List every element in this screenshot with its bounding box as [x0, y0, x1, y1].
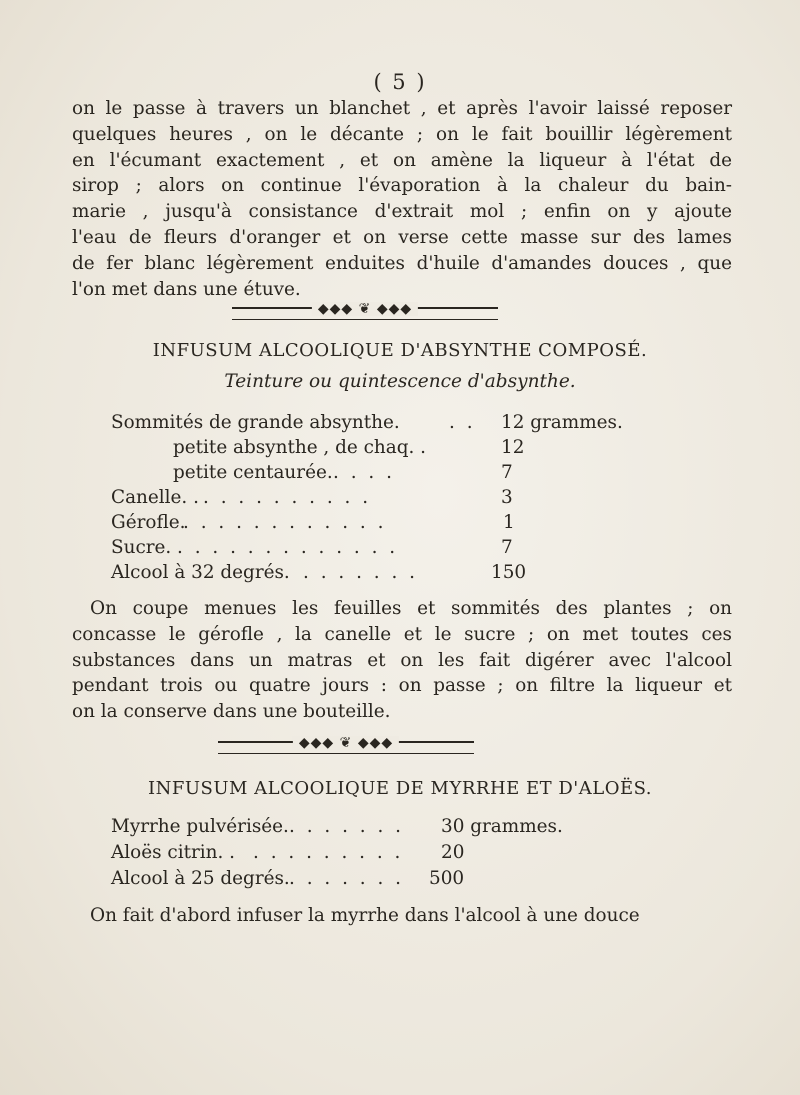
ingredient-name: Canelle. . [111, 487, 199, 508]
leader-dots: . . . . . . . . . . . . [183, 512, 387, 533]
ingredient-quantity: 7 [501, 462, 513, 483]
intro-paragraph [72, 96, 732, 302]
ingredient-row [111, 537, 711, 562]
ingredient-name: Alcool à 32 degrés. [111, 562, 290, 583]
ingredient-row [111, 487, 711, 512]
text-line: de fer blanc légèrement enduites d'huile d'amandes douces , que [72, 252, 732, 274]
text-line: pendant trois ou quatre jours : on passe ; on filtre la liqueur et [72, 675, 732, 697]
text-line: l'eau de fleurs d'oranger et on verse cette masse sur des lames [72, 226, 732, 248]
method-paragraph [72, 903, 732, 929]
text-line: l'on met dans une étuve. [72, 278, 301, 300]
ingredient-name: Alcool à 25 degrés. [111, 868, 290, 889]
leader-dots: . . . . [333, 462, 395, 483]
ingredient-row [111, 816, 711, 841]
ingredient-row [111, 562, 711, 587]
ingredient-quantity: 3 [501, 487, 513, 508]
ornamental-divider [218, 735, 474, 754]
text-line: sirop ; alors on continue l'évaporation à la chaleur du bain- [72, 175, 732, 197]
ingredient-row [173, 437, 773, 462]
text-line: marie , jusqu'à consistance d'extrait mol ; enfin on y ajoute [72, 201, 732, 223]
method-paragraph [72, 596, 732, 725]
ingredient-row [111, 868, 711, 893]
text-line: On coupe menues les feuilles et sommités des plantes ; on [90, 598, 732, 619]
leader-dots: . . . . . . . [289, 816, 404, 837]
ingredient-row [111, 512, 711, 537]
ingredient-name: petite absynthe , de chaq. . [173, 437, 427, 458]
leader-dots: . . . . . . . [289, 868, 404, 889]
ingredient-quantity: 20 [441, 842, 465, 863]
section-title: INFUSUM ALCOOLIQUE DE MYRRHE ET D'ALOËS. [147, 778, 653, 799]
ingredient-quantity: 30 grammes. [441, 816, 563, 837]
ingredient-name: Gérofle. [111, 512, 186, 533]
section-title: INFUSUM ALCOOLIQUE D'ABSYNTHE COMPOSÉ. [152, 340, 648, 361]
divider-ornament-icon: ◆◆◆ ❦ ◆◆◆ [312, 302, 418, 316]
text-line: on la conserve dans une bouteille. [72, 701, 391, 723]
ingredient-row [155, 462, 755, 487]
leader-dots: . . . . . . . . . . . . . [177, 537, 399, 558]
text-line: substances dans un matras et on les fait digérer avec l'alcool [72, 649, 732, 671]
ingredient-quantity: 150 [491, 562, 527, 583]
ingredient-quantity: 1 [503, 512, 515, 533]
text-line: en l'écumant exactement , et on amène la liqueur à l'état de [72, 149, 732, 171]
leader-dots: . . . . . . . [303, 562, 418, 583]
text-line: concasse le gérofle , la canelle et le sucre ; on met toutes ces [72, 623, 732, 645]
section-subtitle: Teinture ou quintescence d'absynthe. [224, 371, 576, 392]
ornamental-divider [232, 301, 498, 320]
ingredient-quantity: 12 [501, 437, 525, 458]
divider-ornament-icon: ◆◆◆ ❦ ◆◆◆ [293, 736, 399, 750]
text-line: quelques heures , on le décante ; on le fait bouillir légèrement [72, 123, 732, 145]
ingredient-quantity: 7 [501, 537, 513, 558]
ingredient-row [111, 412, 711, 437]
ingredient-name: Sommités de grande absynthe. [111, 412, 400, 433]
text-line: on le passe à travers un blanchet , et après l'avoir laissé reposer [72, 98, 732, 119]
ingredient-row [111, 842, 711, 867]
page-number: ( 5 ) [373, 70, 427, 94]
ingredient-name: Aloës citrin. . [111, 842, 236, 863]
leader-dots: . . . . . . . . . [253, 842, 404, 863]
ingredient-name: petite centaurée. [173, 462, 333, 483]
text-line: On fait d'abord infuser la myrrhe dans l'alcool à une douce [90, 905, 640, 926]
ingredient-name: Sucre. [111, 537, 172, 558]
ingredient-quantity: 500 [429, 868, 465, 889]
leader-dots: . . [449, 412, 476, 433]
leader-dots: . . . . . . . . . . [203, 487, 372, 508]
ingredient-name: Myrrhe pulvérisée. [111, 816, 289, 837]
ingredient-quantity: 12 grammes. [501, 412, 623, 433]
